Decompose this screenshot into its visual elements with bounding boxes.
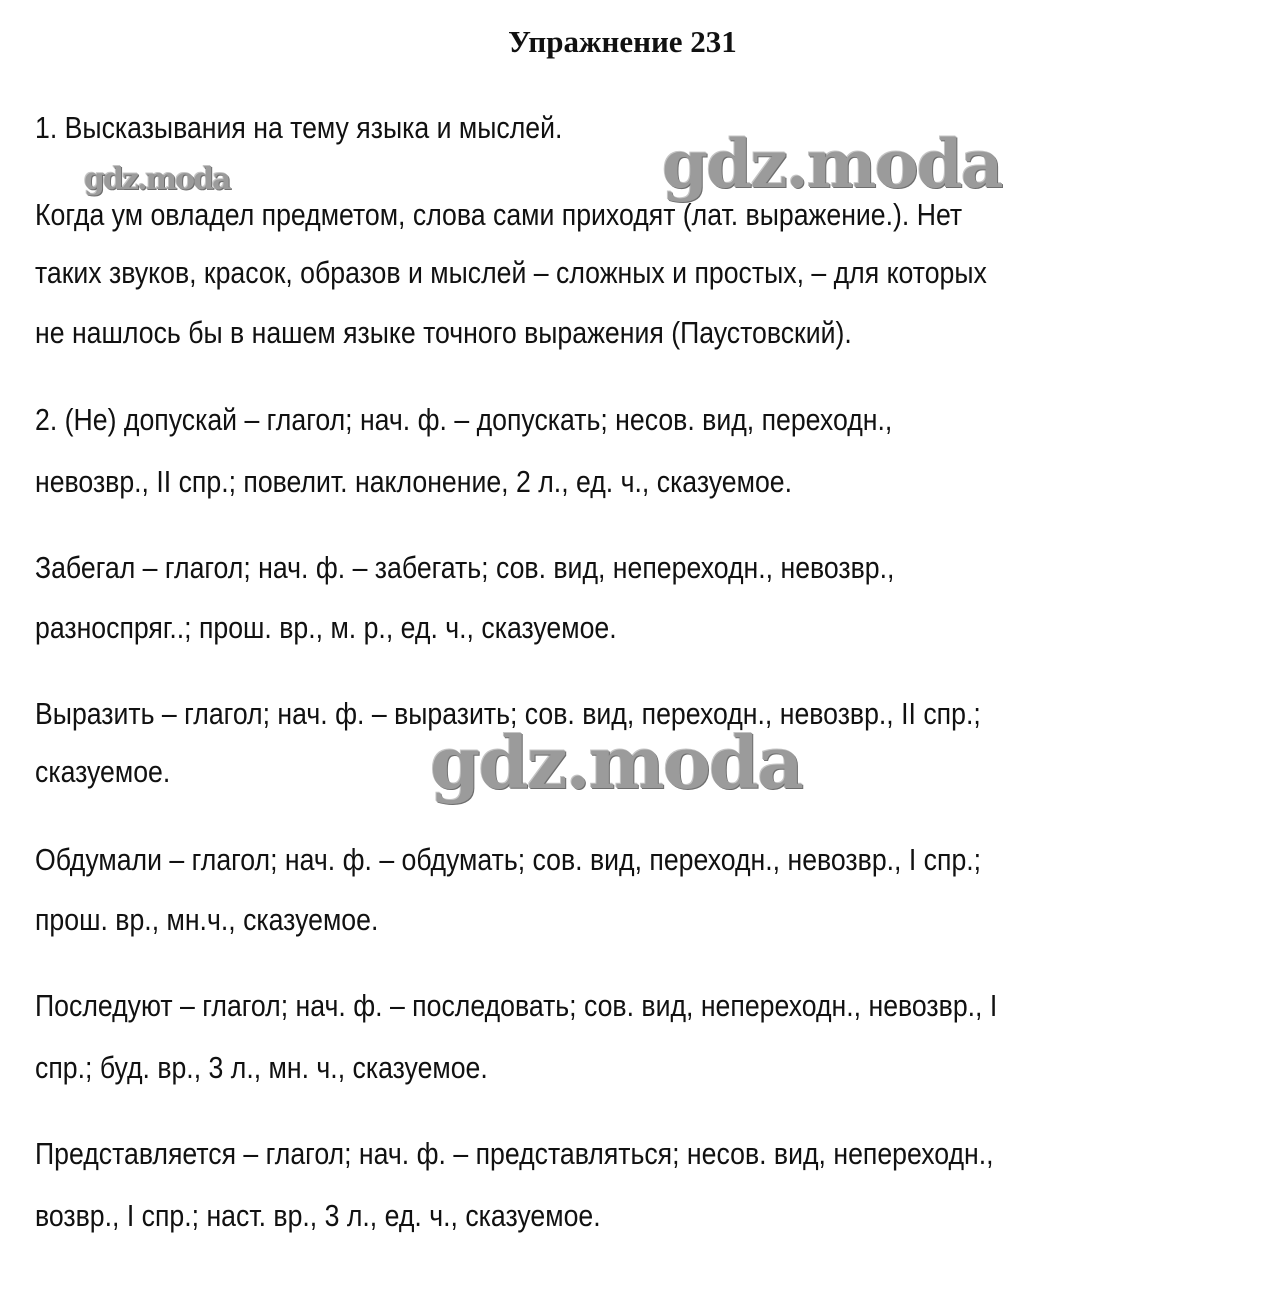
text-line: возвр., I спр.; наст. вр., 3 л., ед. ч., сказуемое. xyxy=(35,1198,601,1233)
watermark-top: gdz.moda xyxy=(662,125,1002,203)
watermark-middle: gdz.moda xyxy=(430,720,802,805)
text-line: Выразить – глагол; нач. ф. – выразить; сов. вид, переходн., невозвр., II спр.; xyxy=(35,696,981,731)
text-line: Последуют – глагол; нач. ф. – последовать; сов. вид, непереходн., невозвр., I xyxy=(35,988,998,1023)
text-line: невозвр., II спр.; повелит. наклонение, 2 л., ед. ч., сказуемое. xyxy=(35,464,793,499)
text-line: Когда ум овладел предметом, слова сами приходят (лат. выражение.). Нет xyxy=(35,197,963,232)
text-line: спр.; буд. вр., 3 л., мн. ч., сказуемое. xyxy=(35,1050,488,1085)
text-line: прош. вр., мн.ч., сказуемое. xyxy=(35,902,379,937)
text-line: 1. Высказывания на тему языка и мыслей. xyxy=(35,110,563,145)
text-line: Обдумали – глагол; нач. ф. – обдумать; сов. вид, переходн., невозвр., I спр.; xyxy=(35,842,982,877)
watermark-small: gdz.moda xyxy=(84,162,230,197)
text-line: сказуемое. xyxy=(35,754,171,789)
text-line: Представляется – глагол; нач. ф. – представляться; несов. вид, непереходн., xyxy=(35,1136,994,1171)
text-line: разноспряг..; прош. вр., м. р., ед. ч., сказуемое. xyxy=(35,610,617,645)
text-line: таких звуков, красок, образов и мыслей – сложных и простых, – для которых xyxy=(35,255,987,290)
text-line: не нашлось бы в нашем языке точного выражения (Паустовский). xyxy=(35,315,852,350)
text-line: 2. (Не) допускай – глагол; нач. ф. – допускать; несов. вид, переходн., xyxy=(35,402,893,437)
text-line: Забегал – глагол; нач. ф. – забегать; сов. вид, непереходн., невозвр., xyxy=(35,550,895,585)
exercise-title: Упражнение 231 xyxy=(508,24,737,59)
